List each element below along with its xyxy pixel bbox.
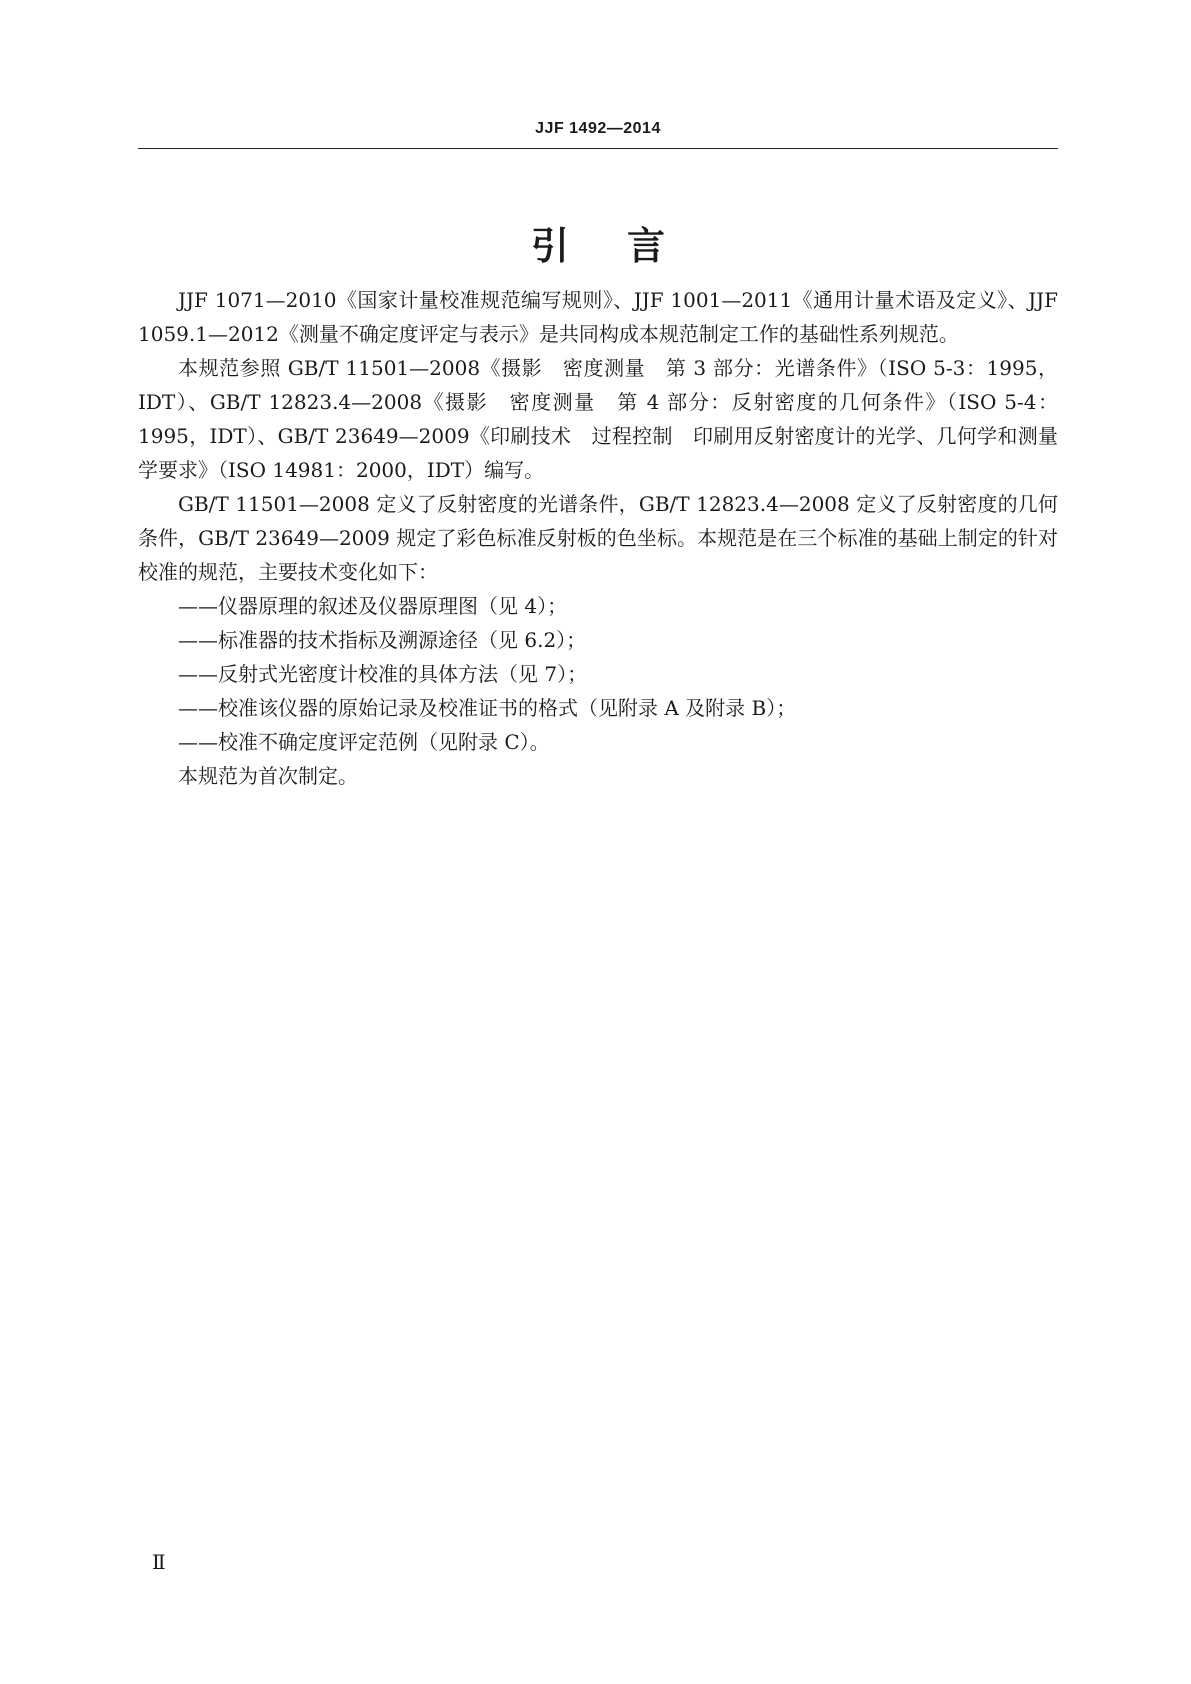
paragraph-2: 本规范参照 GB/T 11501—2008《摄影 密度测量 第 3 部分：光谱条件》（ISO 5-3：1995，IDT）、GB/T 12823.4—2008《摄影 密度测量 第 4 部分：反射密度的几何条件》（ISO 5-4：1995，IDT）、GB/T 23649—2009《印刷技术 过程控制 印刷用反射密度计的光学、几何学和测量学要求》（ISO 14981：2000，IDT）编写。 <box>138 356 1058 482</box>
page-number: Ⅱ <box>152 1550 166 1574</box>
list-item: ——校准该仪器的原始记录及校准证书的格式（见附录 A 及附录 B）； <box>178 696 797 720</box>
section-title: 引言 <box>530 224 723 269</box>
closing-paragraph: 本规范为首次制定。 <box>178 764 358 788</box>
body-text <box>138 283 1058 793</box>
changes-list <box>138 589 1058 759</box>
header-rule <box>138 148 1058 149</box>
list-item: ——校准不确定度评定范例（见附录 C）。 <box>178 730 550 754</box>
running-header: JJF 1492—2014 <box>535 120 661 137</box>
paragraph-3: GB/T 11501—2008 定义了反射密度的光谱条件，GB/T 12823.4—2008 定义了反射密度的几何条件，GB/T 23649—2009 规定了彩色标准反射板的色坐标。本规范是在三个标准的基础上制定的针对校准的规范，主要技术变化如下： <box>138 492 1058 584</box>
list-item: ——仪器原理的叙述及仪器原理图（见 4）； <box>178 594 568 618</box>
paragraph-1: JJF 1071—2010《国家计量校准规范编写规则》、JJF 1001—2011《通用计量术语及定义》、JJF 1059.1—2012《测量不确定度评定与表示》是共同构成本规范制定工作的基础性系列规范。 <box>138 288 1058 346</box>
list-item: ——反射式光密度计校准的具体方法（见 7）； <box>178 662 588 686</box>
list-item: ——标准器的技术指标及溯源途径（见 6.2）； <box>178 628 587 652</box>
